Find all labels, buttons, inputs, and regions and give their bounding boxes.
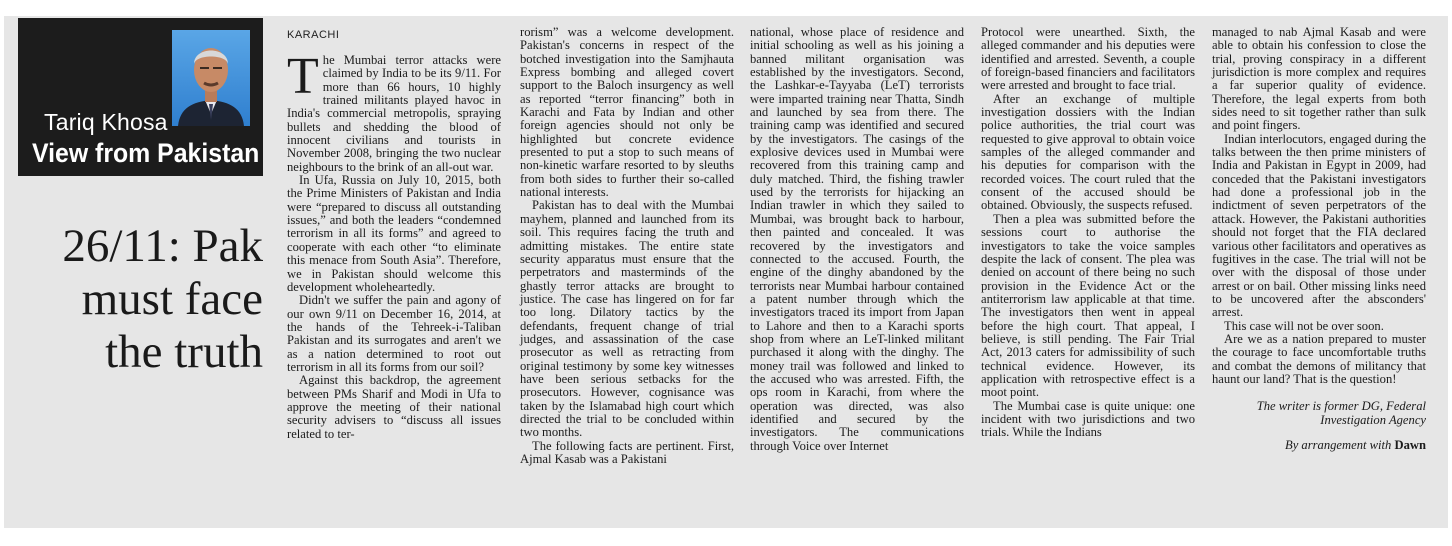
paragraph: Pakistan has to deal with the Mumbai mayhem, planned and launched from its soil. This requires facing the truth and admitting mistakes. The entire state security apparatus must ensure that the perpetrators and masterminds of the ghastly terror attacks are brought to justice. The case has lingered on for far too long. Dilatory tactics by the defendants, frequent change of trial judges, and assassination of the case prosecutor as well as retracting from original testimony by some key witnesses have been serious setbacks for the prosecutors. However, cognisance was taken by the Islamabad high court which directed the trial to be concluded within two months. — [520, 198, 734, 440]
paragraph: After an exchange of multiple investigation dossiers with the Indian police authorities, the trial court was requested to give approval to obtain voice samples of the alleged commander and his deputies for comparison with the recorded voices. The court ruled that the consent of the accused should be obtained. Obviously, the suspects refused. — [981, 91, 1195, 213]
headline-line-2: must face — [81, 273, 263, 325]
headline-line-3: the truth — [105, 326, 263, 378]
article-column-3 — [750, 26, 964, 453]
paragraph: The Mumbai terror attacks were claimed by India to be its 9/11. For more than 66 hours, 10 highly trained militants played havoc in India's commercial metropolis, spraying bullets and shedding the blood of innocent civilians and tourists in November 2008, bringing the two nuclear neighbours to the brink of an all-out war. — [287, 48, 501, 174]
dateline: KARACHI — [287, 29, 340, 41]
author-name: Tariq Khosa — [44, 109, 168, 135]
article-column-5 — [1212, 26, 1426, 452]
paragraph: Protocol were unearthed. Sixth, the alleged commander and his deputies were identified and arrested. Seventh, a couple of foreign-based financiers and facilitators were arrested and brought to face trial. — [981, 25, 1196, 93]
column-title: View from Pakistan — [32, 138, 260, 168]
headline-line-1: 26/11: Pak — [62, 220, 263, 272]
source-name: Dawn — [1394, 437, 1426, 452]
article-column-2 — [520, 26, 734, 466]
dropcap: T — [287, 48, 319, 105]
newspaper-page — [4, 16, 1448, 528]
paragraph: The following facts are pertinent. First, Ajmal Kasab was a Pakistani — [520, 438, 734, 466]
paragraph: national, whose place of residence and initial schooling as well as his joining a banned militant organisation was established by the investigators. Second, the Lashkar-e-Tayyaba (LeT) terrorists were imparted training near Thatta, Sindh and launched by sea from there. The training camp was identified and secured by the investigators. The casings of the explosive devices used in Mumbai were recovered from this training camp and duly matched. Third, the fishing trawler used by the terrorists for hijacking an Indian trawler in which they sailed to Mumbai, was brought back to harbour, then painted and concealed. It was recovered by the investigators and connected to the accused. Fourth, the engine of the dinghy abandoned by the terrorists near Mumbai harbour contained a patent number through which the investigators traced its import from Japan to Lahore and then to a Karachi sports shop from where an LeT-linked militant purchased it along with the dinghy. The money trail was followed and linked to the accused who was arrested. Fifth, the ops room in Karachi, from where the operation was directed, was also identified and secured by the investigators. The communications through Voice over Internet — [750, 25, 964, 453]
syndication-credit: By arrangement with Dawn — [1285, 437, 1426, 452]
paragraph: Against this backdrop, the agreement between PMs Sharif and Modi in Ufa to approve the meeting of their national security advisers to “discuss all issues related to ter- — [287, 373, 501, 441]
paragraph: managed to nab Ajmal Kasab and were able to obtain his confession to close the trial, proving conspiracy in a different jurisdiction is more complex and requires a far superior quality of evidence. Therefore, the legal experts from both sides need to sit together rather than sulk and point fingers. — [1212, 25, 1426, 133]
article-column-4 — [981, 26, 1195, 440]
paragraph: This case will not be over soon. — [1224, 318, 1384, 333]
paragraph: Are we as a nation prepared to muster the courage to face uncomfortable truths and combat the demons of militancy that haunt our land? That is the question! — [1212, 331, 1426, 386]
article-column-1 — [287, 48, 501, 441]
paragraph: Didn't we suffer the pain and agony of our own 9/11 on December 16, 2014, at the hands of the Tehreek-i-Taliban Pakistan and its surrogates and aren't we as a nation determined to root out terrorism in all its forms from our soil? — [287, 293, 501, 374]
author-photo — [172, 30, 250, 126]
paragraph: Indian interlocutors, engaged during the talks between the then prime ministers of India and Pakistan in Egypt in 2009, had conceded that the Pakistani investigators had done a professional job in the indictment of seven perpetrators of the attack. However, the Pakistani authorities should not forget that the FIA declared various other facilitators and operatives as fugitives in the case. The trial will not be over with the disposal of those under arrest or on bail. Other missing links need to be uncovered after the absconders' arrest. — [1212, 131, 1426, 320]
paragraph: rorism” was a welcome development. Pakistan's concerns in respect of the botched investigation into the Samjhauta Express bombing and alleged covert support to the Baloch insurgency as well as reported “terror financing” both in Karachi and Fata by Indian and other foreign agencies should not only be highlighted but concrete evidence presented to put a stop to such means of non-kinetic warfare resorted to by sleuths from both sides to further their so-called national interests. — [520, 25, 734, 200]
author-signoff: The writer is former DG, Federal Investigation Agency — [1256, 399, 1426, 427]
headline — [18, 220, 263, 379]
paragraph: The Mumbai case is quite unique: one incident with two jurisdictions and two trials. While the Indians — [981, 398, 1195, 440]
author-portrait-icon — [172, 30, 250, 126]
paragraph: Then a plea was submitted before the sessions court to authorise the investigators to take the voice samples despite the lack of consent. The plea was denied on account of there being no such provision in the Evidence Act or the antiterrorism law applicable at that time. The investigators then went in appeal before the high court. That appeal, I believe, is still pending. The Fair Trial Act, 2013 caters for admissibility of such technical evidence. However, its application with retrospective effect is a moot point. — [981, 211, 1195, 400]
paragraph: In Ufa, Russia on July 10, 2015, both the Prime Ministers of Pakistan and India were “prepared to discuss all outstanding issues,” and both the leaders “condemned terrorism in all its forms” and agreed to cooperate with each other “to eliminate this menace from South Asia”. Therefore, we in Pakistan should welcome this development wholeheartedly. — [287, 173, 501, 294]
column-banner — [18, 18, 263, 176]
